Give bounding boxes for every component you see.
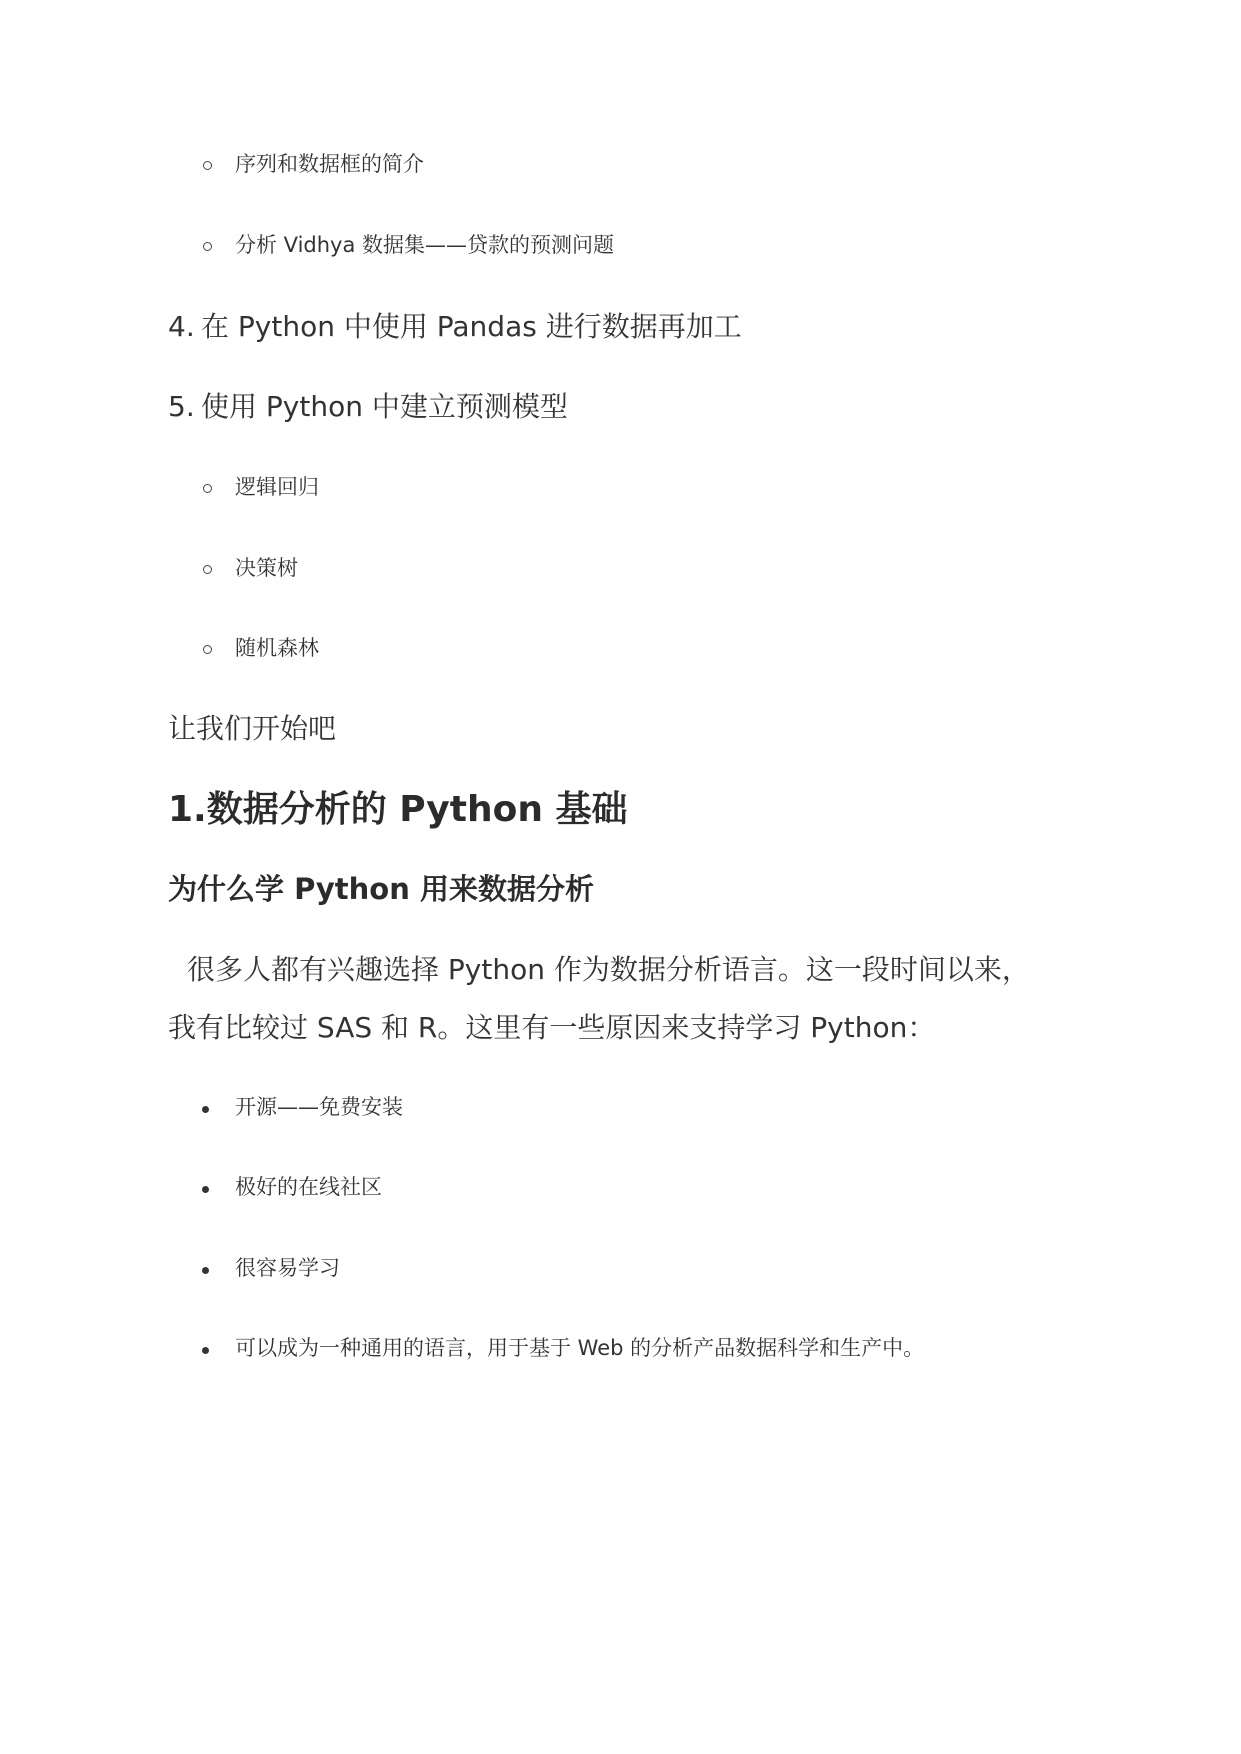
- circle-bullet-icon: [203, 645, 212, 654]
- list-item: 很容易学习: [235, 1256, 340, 1280]
- list-item: 可以成为一种通用的语言，用于基于 Web 的分析产品数据科学和生产中。: [235, 1336, 925, 1360]
- circle-bullet-icon: [203, 242, 212, 251]
- list-item: 在 Python 中使用 Pandas 进行数据再加工: [201, 310, 742, 343]
- dot-bullet-icon: [202, 1267, 209, 1274]
- intro-text: 让我们开始吧: [168, 712, 337, 745]
- list-item: 使用 Python 中建立预测模型: [201, 390, 568, 423]
- circle-bullet-icon: [203, 161, 212, 170]
- dot-bullet-icon: [202, 1106, 209, 1113]
- circle-bullet-icon: [203, 484, 212, 493]
- subsection-heading: 为什么学 Python 用来数据分析: [168, 872, 594, 906]
- list-number: 5.: [168, 390, 195, 423]
- list-item: 序列和数据框的简介: [235, 152, 424, 176]
- list-item: 极好的在线社区: [235, 1175, 382, 1199]
- list-item: 分析 Vidhya 数据集——贷款的预测问题: [235, 233, 615, 257]
- list-item: 决策树: [235, 556, 298, 580]
- section-heading: 1.数据分析的 Python 基础: [168, 789, 628, 830]
- list-item: 逻辑回归: [235, 475, 319, 499]
- list-number: 4.: [168, 310, 195, 343]
- paragraph-line: 我有比较过 SAS 和 R。这里有一些原因来支持学习 Python：: [168, 1011, 936, 1044]
- list-item: 随机森林: [235, 636, 319, 660]
- list-item: 开源——免费安装: [235, 1095, 403, 1119]
- dot-bullet-icon: [202, 1347, 209, 1354]
- circle-bullet-icon: [203, 565, 212, 574]
- dot-bullet-icon: [202, 1186, 209, 1193]
- paragraph-line: 很多人都有兴趣选择 Python 作为数据分析语言。这一段时间以来，: [187, 953, 1030, 986]
